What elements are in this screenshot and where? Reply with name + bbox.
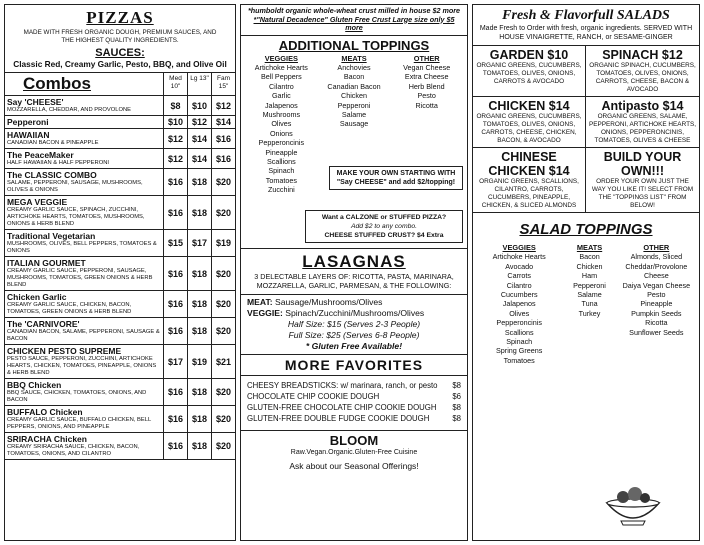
crust-note [241,5,467,35]
combo-price: $21 [211,345,235,378]
lasagnas-title: LASAGNAS [302,252,406,271]
salads-desc: Made Fresh to Order with fresh, organic ingredients. SERVED WITH HOUSE VINAIGRETTE, RANCH, or SESAME-GINGER [479,25,693,41]
combo-name: Pepperoni [7,117,49,127]
full-size: Full Size: $25 (Serves 6-8 People) [288,330,420,340]
salad-topping-item: Spinach [506,337,533,347]
combo-row [5,433,235,460]
calzone-box [305,210,463,243]
topping-item: Garlic [271,91,291,101]
salad-item [586,46,699,97]
combo-price: $16 [163,169,187,195]
combo-row [5,116,235,129]
combo-price: $18 [187,318,211,344]
combo-row [5,406,235,433]
combo-row [5,318,235,345]
favorite-price: $6 [452,392,461,401]
combo-name: The PeaceMaker [7,150,74,160]
lasagna-desc: 3 DELECTABLE LAYERS OF: RICOTTA, PASTA, MARINARA, MOZZARELLA, GARLIC, PARMESAN, & THE FOLLOWING: [254,272,454,290]
combo-row [5,230,235,257]
combo-name: The 'CARNIVORE' [7,319,80,329]
combo-price: $17 [187,230,211,256]
combo-desc: PESTO SAUCE, PEPPERONI, ZUCCHINI, ARTICHOKE HEARTS, CHICKEN, TOMATOES, PINEAPPLE, ONIONS & HERB BLEND [7,356,157,376]
combo-price: $16 [211,149,235,168]
combo-price: $10 [163,116,187,128]
topping-item: Cilantro [268,81,294,91]
combo-price: $20 [211,291,235,317]
combo-price: $18 [187,291,211,317]
topping-item: Artichoke Hearts [254,62,308,72]
combo-row [5,96,235,116]
combo-price: $14 [187,129,211,148]
combo-desc: CREAMY GARLIC SAUCE, SPINACH, ZUCCHINI, ARTICHOKE HEARTS, TOMATOES, MUSHROOMS, ONIONS & HERB BLEND [7,207,145,227]
salad-desc: ORGANIC GREENS, CUCUMBERS, TOMATOES, OLIVES, ONIONS, CARROTS, CHEESE, CHICKEN, BACON, & AVOCADO [476,113,582,144]
topping-item: Extra Cheese [404,72,449,82]
combo-desc: CREAMY GARLIC SAUCE, BUFFALO CHICKEN, BELL PEPPERS, ONIONS, AND PINEAPPLE [7,417,151,430]
topping-item: Canadian Bacon [327,81,381,91]
combo-price: $20 [211,169,235,195]
salad-other-heading: OTHER [643,243,670,252]
topping-item: Bell Peppers [260,72,302,82]
stuffed-crust: CHEESE STUFFED CRUST? $4 Extra [324,232,444,239]
salad-topping-item: Spring Greens [496,346,543,356]
combo-price: $18 [187,433,211,459]
combos-header [5,72,235,96]
combo-row [5,196,235,230]
topping-item: Pepperoni [337,100,371,110]
combo-price: $10 [187,96,211,115]
combo-desc: CANADIAN BACON, SALAME, PEPPERONI, SAUSAGE & BACON [7,329,160,342]
salad-name: SPINACH $12 [602,48,683,62]
combos-title: Combos [23,74,91,93]
combo-name: The CLASSIC COMBO [7,170,97,180]
topping-item: Mushrooms [262,109,301,119]
veggie-label: VEGGIE: [247,308,283,318]
size-fam: Fam 15" [211,73,235,95]
half-size: Half Size: $15 (Serves 2-3 People) [287,319,421,329]
combo-price: $19 [211,230,235,256]
salad-topping-item: Scallions [504,327,534,337]
combo-desc: BBQ SAUCE, CHICKEN, TOMATOES, ONIONS, AND BACON [7,390,147,403]
combo-name: Say 'CHEESE' [7,97,64,107]
combo-price: $20 [211,318,235,344]
salad-topping-item: Pineapple [640,299,673,309]
combo-desc: CREAMY GARLIC SAUCE, CHICKEN, BACON, TOMATOES, GREEN ONIONS & HERB BLEND [7,302,132,315]
combo-price: $8 [163,96,187,115]
gf-available: * Gluten Free Available! [305,341,403,351]
veggie-value: Spinach/Zucchini/Mushrooms/Olives [285,308,425,318]
salad-item [586,97,699,148]
topping-item: Vegan Cheese [403,62,451,72]
calzone-add: Add $2 to any combo. [350,223,418,230]
combo-desc: MOZZARELLA, CHEDDAR, AND PROVOLONE [7,107,132,113]
favorites-list [241,380,467,424]
veggie-toppings [245,54,318,195]
combo-row [5,149,235,169]
combo-name: BUFFALO Chicken [7,407,83,417]
combo-desc: HALF HAWAIIAN & HALF PEPPERONI [7,160,110,166]
combo-list [5,96,235,460]
combo-price: $20 [211,196,235,229]
favorite-price: $8 [452,381,461,390]
topping-item: Pepperoncinis [258,138,305,148]
crust-note-text: *humboldt organic whole-wheat crust milled in house $2 more [247,6,461,15]
favorite-price: $8 [452,414,461,423]
combo-desc: CREAMY GARLIC SAUCE, PEPPERONI, SAUSAGE, MUSHROOMS, TOMATOES, GREEN ONIONS & HERB BLEND [7,268,153,288]
combo-price: $12 [163,149,187,168]
favorite-price: $8 [452,403,461,412]
topping-item: Onions [269,128,293,138]
combo-price: $20 [211,433,235,459]
size-med: Med 10" [163,73,187,95]
meat-label: MEAT: [247,297,273,307]
salad-grid [473,45,699,213]
combo-name: SRIRACHA Chicken [7,434,87,444]
combo-name: Chicken Garlic [7,292,67,302]
topping-item: Pesto [417,91,436,101]
topping-item: Bacon [343,72,365,82]
salad-desc: ORGANIC GREENS, SALAME, PEPPERONI, ARTICHOKE HEARTS, ONIONS, PEPPERONCINIS, TOMATOES, OLIVES & CHEESE [589,113,697,144]
combo-name: ITALIAN GOURMET [7,258,86,268]
combo-price: $16 [163,318,187,344]
topping-item: Anchovies [337,62,371,72]
salad-name: Antipasto $14 [601,99,684,113]
sauces-list: Classic Red, Creamy Garlic, Pesto, BBQ, and Olive Oil [13,59,227,69]
favorite-name: GLUTEN-FREE CHOCOLATE CHIP COOKIE DOUGH [247,403,437,412]
salad-topping-item: Ricotta [645,318,668,328]
salad-desc: ORGANIC SPINACH, CUCUMBERS, TOMATOES, OLIVES, ONIONS, CARROTS, CHEESE, BACON & AVOCADO [589,62,696,93]
additional-toppings-title: ADDITIONAL TOPPINGS [278,37,430,53]
combo-row [5,257,235,291]
combo-name: BBQ Chicken [7,380,62,390]
combo-price: $16 [211,129,235,148]
combo-price: $18 [187,196,211,229]
salad-item [473,97,586,148]
salad-item [586,148,699,213]
favorite-row [241,402,467,413]
salad-topping-item: Daiya Vegan Cheese [622,280,691,290]
salad-other [618,243,695,365]
salad-bowl-icon [603,485,663,529]
salad-topping-item: Olives [509,308,530,318]
salad-topping-item: Cheddar/Provolone [625,261,688,271]
salad-topping-item: Salame [577,290,602,300]
topping-item: Ricotta [415,100,438,110]
other-heading: OTHER [413,53,440,63]
combo-price: $19 [187,345,211,378]
favorite-name: CHOCOLATE CHIP COOKIE DOUGH [247,392,380,401]
topping-item: Sausage [339,119,369,129]
salads-title: Fresh & Flavorfull SALADS [502,8,670,23]
meat-value: Sausage/Mushrooms/Olives [275,297,383,307]
combo-desc: SALAME, PEPPERONI, SAUSAGE, MUSHROOMS, OLIVES & ONIONS [7,180,143,193]
combo-price: $18 [187,379,211,405]
salad-topping-item: Chicken [576,261,603,271]
combo-price: $12 [211,96,235,115]
topping-item: Olives [271,119,292,129]
combo-price: $20 [211,406,235,432]
combo-price: $18 [187,169,211,195]
salad-meats [561,243,617,365]
salad-topping-item: Pepperoni [573,280,606,290]
combo-price: $14 [187,149,211,168]
meats-heading: MEATS [341,53,367,63]
combo-price: $12 [163,129,187,148]
salad-toppings-title: SALAD TOPPINGS [519,221,653,238]
combo-price: $18 [187,257,211,290]
pizzas-desc: MADE WITH FRESH ORGANIC DOUGH, PREMIUM SAUCES, AND THE HIGHEST QUALITY INGREDIENTS. [23,29,217,44]
sauces-title: SAUCES: [95,47,145,59]
topping-item: Jalapenos [264,100,298,110]
salad-topping-item: Ham [581,271,598,281]
salad-topping-item: Almonds, Sliced [630,252,683,262]
combo-desc: CANADIAN BACON & PINEAPPLE [7,140,99,146]
combo-price: $15 [163,230,187,256]
salad-meats-heading: MEATS [576,243,603,252]
favorite-row [241,413,467,424]
salad-topping-item: Turkey [578,308,601,318]
salad-topping-item: Tuna [581,299,598,309]
gf-crust-note: *"Natural Decadence" Gluten Free Crust Large size only $5 more [253,14,455,32]
salad-topping-item: Tomatoes [503,355,535,365]
combo-price: $12 [187,116,211,128]
topping-item: Zucchini [267,185,295,195]
combo-price: $18 [187,406,211,432]
topping-item: Salame [341,109,367,119]
salad-desc: ORDER YOUR OWN JUST THE WAY YOU LIKE IT! SELECT FROM THE "TOPPINGS LIST" FROM BELOW! [591,178,694,209]
make-your-own-box: MAKE YOUR OWN STARTING WITH "Say CHEESE" and add $2/topping! [329,166,463,190]
combo-row [5,291,235,318]
combo-row [5,129,235,149]
salad-name: CHICKEN $14 [488,99,570,113]
topping-item: Spinach [268,166,295,176]
salad-topping-item: Avocado [505,261,534,271]
salad-desc: ORGANIC GREENS, CUCUMBERS, TOMATOES, OLIVES, ONIONS, CARROTS & AVOCADO [476,62,582,85]
salad-topping-item: Carrots [507,271,531,281]
combo-price: $17 [163,345,187,378]
salad-name: BUILD YOUR OWN!!! [603,150,682,178]
salad-topping-item: Pumpkin Seeds [631,308,682,318]
combo-price: $16 [163,406,187,432]
combo-name: Traditional Vegetarian [7,231,96,241]
veggies-heading: VEGGIES [264,53,298,63]
lasagna-options [241,295,467,354]
combo-price: $16 [163,257,187,290]
salad-topping-item: Pepperoncinis [496,318,542,328]
combo-desc: MUSHROOMS, OLIVES, BELL PEPPERS, TOMATOES & ONIONS [7,241,157,254]
calzone-q: Want a CALZONE or STUFFED PIZZA? [321,214,447,221]
combo-row [5,345,235,379]
favorite-row [241,380,467,391]
salad-veggies [477,243,561,365]
favorite-name: CHEESY BREADSTICKS: w/ marinara, ranch, or pesto [247,381,438,390]
salad-desc: ORGANIC GREENS, SCALLIONS, CILANTRO, CARROTS, CUCUMBERS, PINEAPPLE, CHICKEN, & SLICED ALMONDS [479,178,579,209]
topping-item: Scallions [266,156,296,166]
salad-name: CHINESE CHICKEN $14 [488,150,570,178]
salad-name: GARDEN $10 [489,48,569,62]
salad-veggies-heading: VEGGIES [502,243,536,252]
salad-item [473,148,586,213]
combo-price: $16 [163,196,187,229]
salad-panel [472,4,700,541]
combo-name: HAWAIIAN [7,130,50,140]
seasonal-note: Ask about our Seasonal Offerings! [289,460,419,471]
favorite-name: GLUTEN-FREE DOUBLE FUDGE COOKIE DOUGH [247,414,430,423]
combo-desc: CREAMY SRIRACHA SAUCE, CHICKEN, BACON, TOMATOES, ONIONS, AND CILANTRO [7,444,140,457]
salad-topping-item: Cilantro [506,280,532,290]
combo-price: $20 [211,379,235,405]
middle-panel [240,4,468,541]
combo-row [5,379,235,406]
combo-price: $16 [163,379,187,405]
pizza-panel [4,4,236,541]
more-favorites-title: MORE FAVORITES [284,357,424,373]
salad-item [473,46,586,97]
combo-price: $14 [211,116,235,128]
topping-item: Chicken [341,91,367,101]
salad-topping-item: Jalapenos [502,299,536,309]
combo-price: $20 [211,257,235,290]
salad-topping-item: Cucumbers [500,290,538,300]
size-lg: Lg 13" [187,73,211,95]
combo-name: MEGA VEGGIE [7,197,68,207]
pizzas-title: PIZZAS [86,8,154,27]
combo-price: $16 [163,433,187,459]
bloom-sub: Raw.Vegan.Organic.Gluten-Free Cuisine [290,449,418,456]
salad-topping-item: Pesto [647,290,666,300]
salad-topping-item: Bacon [579,252,600,262]
favorite-row [241,391,467,402]
combo-price: $16 [163,291,187,317]
salad-topping-item: Cheese [643,271,669,281]
combo-name: CHICKEN PESTO SUPREME [7,346,122,356]
salad-topping-item: Sunflower Seeds [629,327,684,337]
salad-topping-item: Artichoke Hearts [492,252,546,262]
topping-item: Tomatoes [265,175,297,185]
topping-item: Herb Blend [408,81,445,91]
topping-item: Pineapple [265,147,298,157]
combo-row [5,169,235,196]
bloom-title: BLOOM [329,433,379,448]
